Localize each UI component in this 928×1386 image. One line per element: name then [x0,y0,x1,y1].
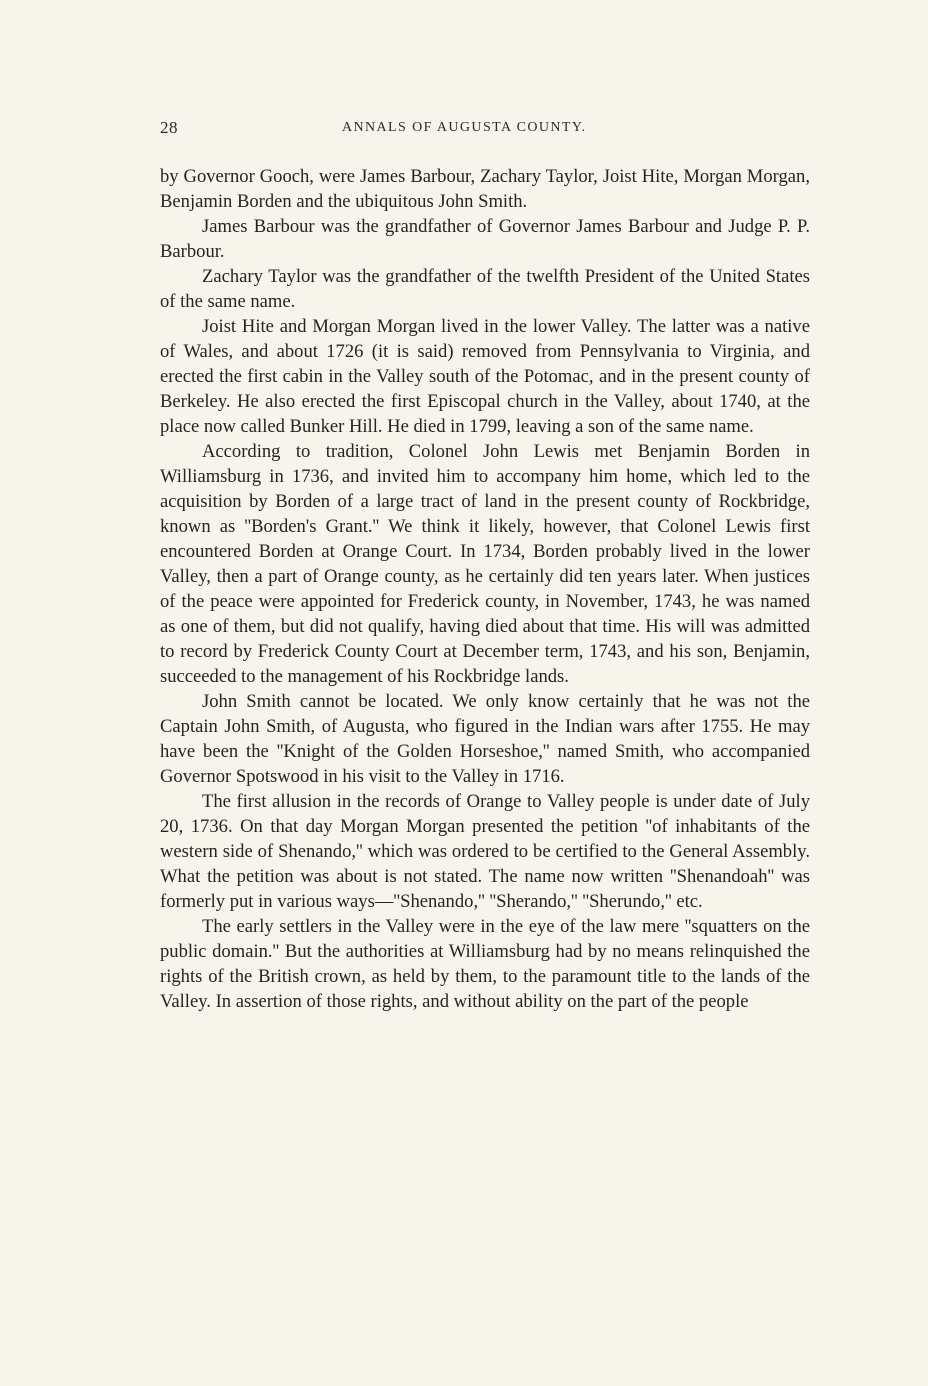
body-text [160,164,810,1014]
paragraph-smith: John Smith cannot be located. We only know certainly that he was not the Captain John Smith, of Augusta, who figured in the Indian wars after 1755. He may have been the ''Knight of the Golden Horseshoe,'' named Smith, who accompanied Governor Spotswood in his visit to the Valley in 1716. [160,691,810,787]
page-header [160,118,810,142]
paragraph-taylor: Zachary Taylor was the grandfather of the twelfth President of the United States of the same name. [160,266,810,312]
paragraph-continued: by Governor Gooch, were James Barbour, Zachary Taylor, Joist Hite, Morgan Morgan, Benjamin Borden and the ubiquitous John Smith. [160,166,810,212]
paragraph-early-settlers: The early settlers in the Valley were in the eye of the law mere ''squatters on the public domain.'' But the authorities at Williamsburg had by no means relinquished the rights of the British crown, as held by them, to the paramount title to the lands of the Valley. In assertion of those rights, and without ability on the part of the people [160,916,810,1012]
page-number: 28 [160,118,178,137]
paragraph-hite-morgan: Joist Hite and Morgan Morgan lived in the lower Valley. The latter was a native of Wales, and about 1726 (it is said) removed from Pennsylvania to Virginia, and erected the first cabin in the Valley south of the Potomac, and in the present county of Berkeley. He also erected the first Episcopal church in the Valley, about 1740, at the place now called Bunker Hill. He died in 1799, leaving a son of the same name. [160,316,810,437]
paragraph-barbour: James Barbour was the grandfather of Governor James Barbour and Judge P. P. Barbour. [160,216,810,262]
paragraph-orange-records: The first allusion in the records of Orange to Valley people is under date of July 20, 1736. On that day Morgan Morgan presented the petition ''of inhabitants of the western side of Shenando,'' which was ordered to be certified to the General Assembly. What the petition was about is not stated. The name now written ''Shenandoah'' was formerly put in various ways—''Shenando,'' ''Sherando,'' ''Sherundo,'' etc. [160,791,810,912]
running-title: ANNALS OF AUGUSTA COUNTY. [342,120,587,135]
paragraph-borden: According to tradition, Colonel John Lewis met Benjamin Borden in Williamsburg in 1736, and invited him to accompany him home, which led to the acquisition by Borden of a large tract of land in the present county of Rockbridge, known as ''Borden's Grant.'' We think it likely, however, that Colonel Lewis first encountered Borden at Orange Court. In 1734, Borden probably lived in the lower Valley, then a part of Orange county, as he certainly did ten years later. When justices of the peace were appointed for Frederick county, in November, 1743, he was named as one of them, but did not qualify, having died about that time. His will was admitted to record by Frederick County Court at December term, 1743, and his son, Benjamin, succeeded to the management of his Rockbridge lands. [160,441,810,687]
